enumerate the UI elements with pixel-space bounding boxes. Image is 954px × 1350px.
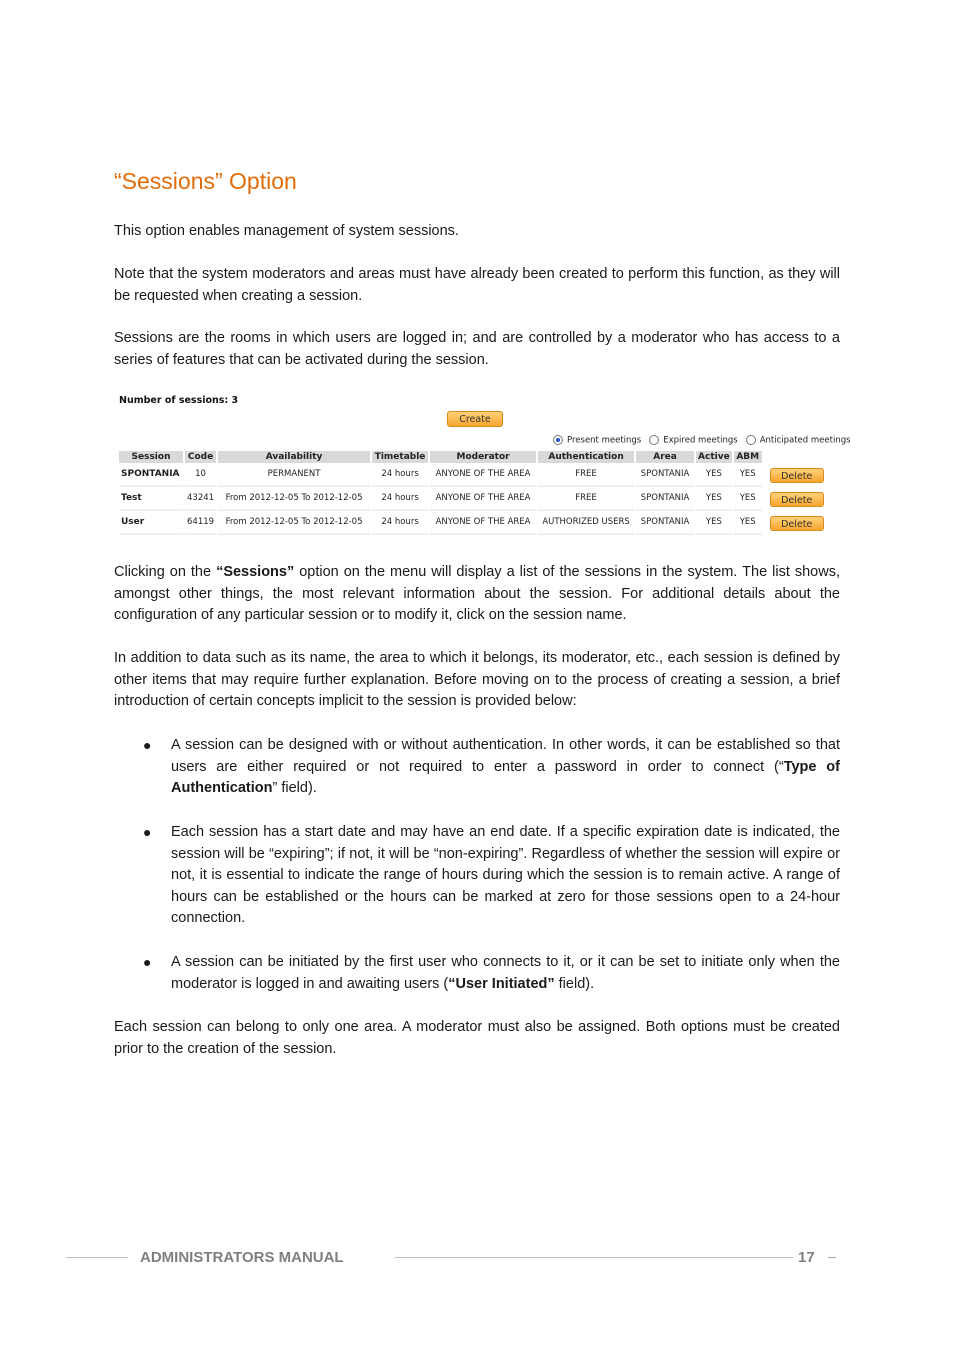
list-item: ● A session can be initiated by the first user who connects to it, or it can be set to initiate only when the moderator is logged in and awaiting users (“User Initiated” field). xyxy=(143,954,840,992)
cell-authentication: FREE xyxy=(538,487,634,511)
create-button[interactable]: Create xyxy=(447,411,503,427)
meeting-filters xyxy=(553,435,851,446)
footer-dash: – xyxy=(828,1248,836,1264)
table-header-row xyxy=(119,451,830,463)
radio-selected-icon xyxy=(553,435,563,445)
cell-code: 10 xyxy=(185,463,216,487)
footer-rule-middle xyxy=(395,1257,793,1258)
footer-title: ADMINISTRATORS MANUAL xyxy=(140,1249,344,1266)
list-paragraph: Clicking on the “Sessions” option on the menu will display a list of the sessions in the system. The list shows, amongst other things, the most relevant information about the session. For additional details about the configuration of any particular session or to modify it, click on the session name. xyxy=(114,564,840,623)
filter-expired[interactable]: Expired meetings xyxy=(649,435,737,446)
col-active: Active xyxy=(698,452,730,462)
cell-availability: From 2012-12-05 To 2012-12-05 xyxy=(218,511,370,535)
list-item: ● Each session has a start date and may have an end date. If a specific expiration date is indicated, the session will be “expiring”; if not, it will be “non-expiring”. Regardless of whether the session will expire or not, it is essential to indicate the range of hours during which the session is to remain active. A range of hours can be established or the hours can be marked at zero for those sessions open to a 24-hour connection. xyxy=(143,824,840,926)
delete-button[interactable]: Delete xyxy=(770,492,824,507)
bullet-list-3 xyxy=(140,952,840,995)
cell-area: SPONTANIA xyxy=(636,511,694,535)
sessions-paragraph: Sessions are the rooms in which users are logged in; and are controlled by a moderator who has access to a series of features that can be activated during the session. xyxy=(114,330,840,368)
cell-authentication: FREE xyxy=(538,463,634,487)
cell-code: 64119 xyxy=(185,511,216,535)
radio-icon xyxy=(746,435,756,445)
col-availability: Availability xyxy=(218,451,370,463)
list-item: ● A session can be designed with or without authentication. In other words, it can be established so that users are either required or not required to enter a password in order to connect (“Type of Authentication” field). xyxy=(143,737,840,796)
page-number: 17 xyxy=(798,1249,815,1266)
sessions-screenshot xyxy=(114,392,851,538)
page-title: “Sessions” Option xyxy=(114,168,297,194)
cell-availability: PERMANENT xyxy=(218,463,370,487)
cell-area: SPONTANIA xyxy=(636,487,694,511)
col-abm: ABM xyxy=(734,451,762,463)
cell-availability: From 2012-12-05 To 2012-12-05 xyxy=(218,487,370,511)
filter-anticipated[interactable]: Anticipated meetings xyxy=(746,435,851,446)
delete-button[interactable]: Delete xyxy=(770,516,824,531)
table-row xyxy=(119,487,830,511)
filter-present[interactable]: Present meetings xyxy=(553,435,641,446)
bullet-icon: ● xyxy=(143,824,152,840)
cell-moderator: ANYONE OF THE AREA xyxy=(430,511,536,535)
cell-area: SPONTANIA xyxy=(636,463,694,487)
cell-abm: YES xyxy=(734,487,762,511)
cell-moderator: ANYONE OF THE AREA xyxy=(430,487,536,511)
sessions-table xyxy=(117,451,832,535)
cell-active: YES xyxy=(696,511,732,535)
col-area: Area xyxy=(636,451,694,463)
bullet-icon: ● xyxy=(143,954,152,970)
session-name-link[interactable]: Test xyxy=(119,487,183,511)
table-row xyxy=(119,511,830,535)
cell-authentication: AUTHORIZED USERS xyxy=(538,511,634,535)
session-count: Number of sessions: 3 xyxy=(119,395,239,406)
bullet-list-2 xyxy=(140,822,840,930)
cell-abm: YES xyxy=(734,511,762,535)
session-name-link[interactable]: SPONTANIA xyxy=(119,463,183,487)
intro-paragraph: This option enables management of system sessions. xyxy=(114,223,459,239)
cell-code: 43241 xyxy=(185,487,216,511)
bullet-icon: ● xyxy=(143,737,152,753)
col-session: Session xyxy=(119,451,183,463)
col-moderator: Moderator xyxy=(430,451,536,463)
cell-timetable: 24 hours xyxy=(372,511,428,535)
radio-icon xyxy=(649,435,659,445)
cell-active: YES xyxy=(696,487,732,511)
col-authentication: Authentication xyxy=(538,451,634,463)
closing-paragraph: Each session can belong to only one area. A moderator must also be assigned. Both options must be created prior to the creation of the session. xyxy=(114,1019,840,1057)
cell-moderator: ANYONE OF THE AREA xyxy=(430,463,536,487)
cell-timetable: 24 hours xyxy=(372,463,428,487)
bullet-list-1 xyxy=(140,735,840,800)
table-row xyxy=(119,463,830,487)
col-timetable: Timetable xyxy=(372,451,428,463)
session-name-link[interactable]: User xyxy=(119,511,183,535)
concepts-paragraph: In addition to data such as its name, the area to which it belongs, its moderator, etc., each session is defined by other items that may require further explanation. Before moving on to the process of creating a session, a brief introduction of certain concepts implicit to the session is provided below: xyxy=(114,650,840,709)
note-paragraph: Note that the system moderators and areas must have already been created to perform this function, as they will be requested when creating a session. xyxy=(114,266,840,304)
cell-abm: YES xyxy=(734,463,762,487)
cell-active: YES xyxy=(696,463,732,487)
col-code: Code xyxy=(185,451,216,463)
footer-rule-left xyxy=(66,1257,128,1258)
cell-timetable: 24 hours xyxy=(372,487,428,511)
delete-button[interactable]: Delete xyxy=(770,468,824,483)
